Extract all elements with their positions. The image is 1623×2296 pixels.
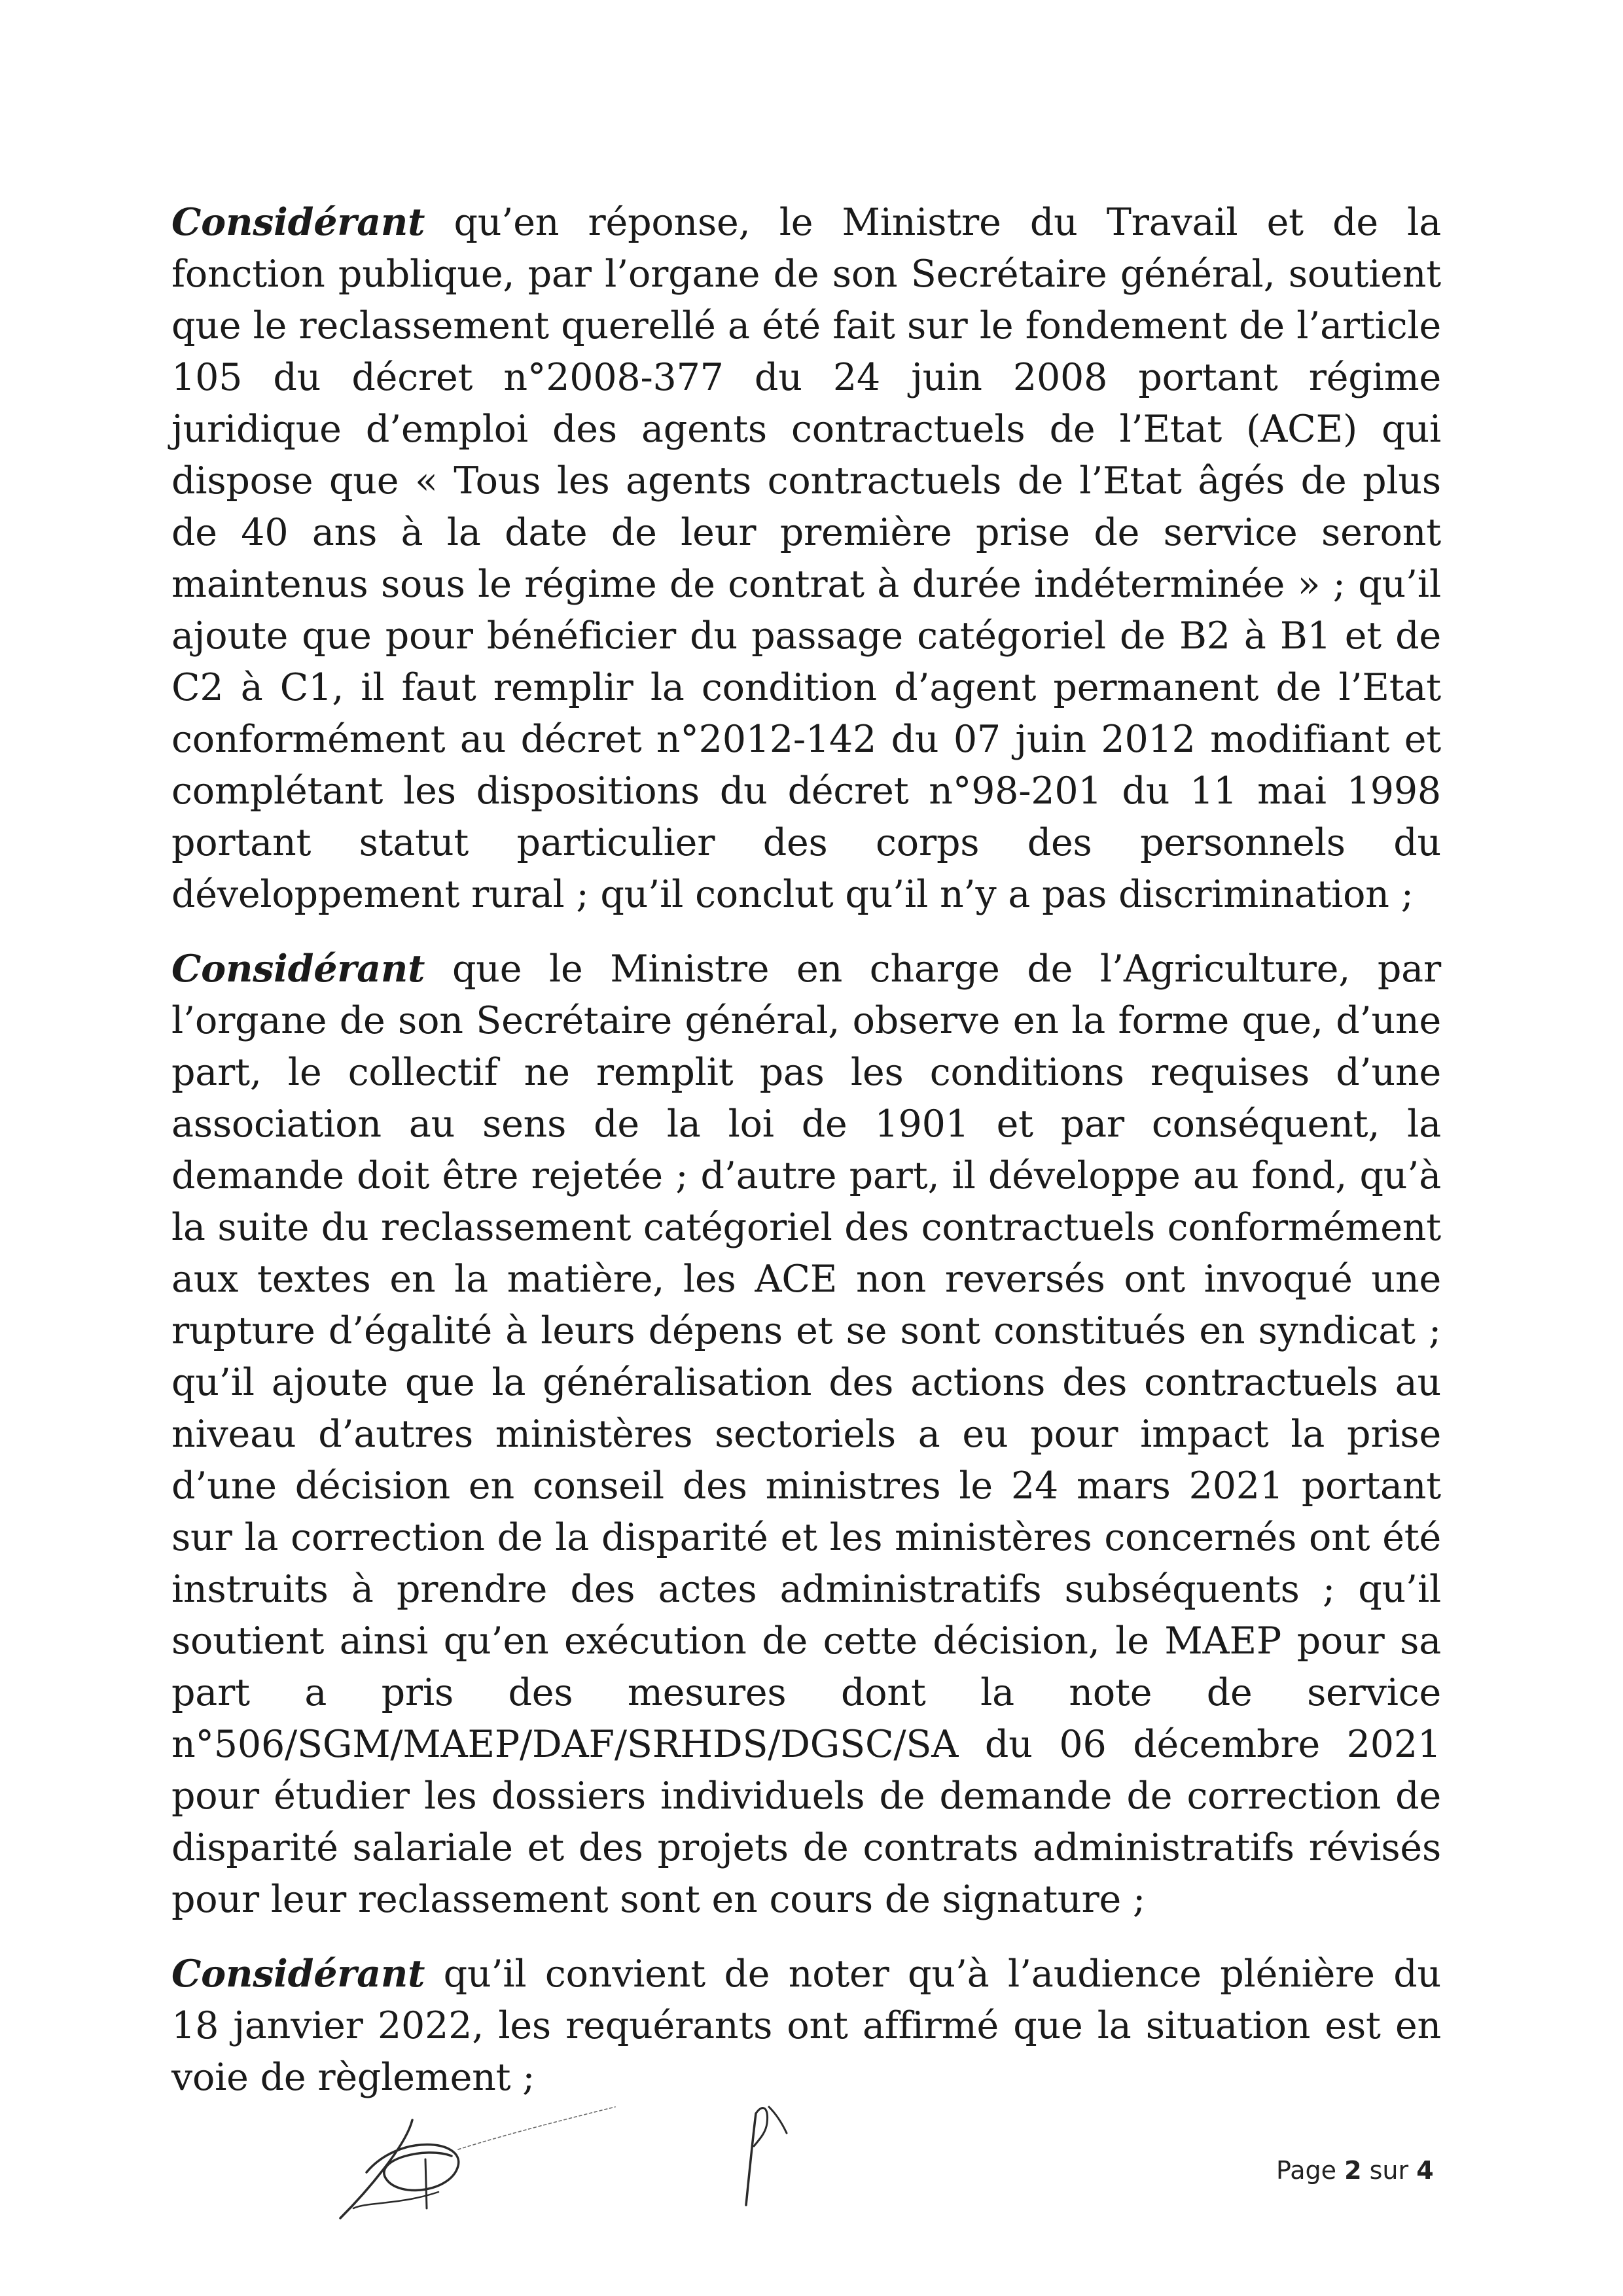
handwritten-signature-2 [726,2087,805,2218]
paragraph-2 [171,943,1441,1926]
total-pages: 4 [1416,2156,1434,2185]
paragraph-keyword: Considérant [171,200,425,244]
paragraph-text: qu’il convient de noter qu’à l’audience plénière du 18 janvier 2022, les requérants ont affirmé que la situation est en voie de règlement ; [171,1952,1441,2099]
current-page: 2 [1344,2156,1362,2185]
paragraph-keyword: Considérant [171,1952,425,1996]
page-separator: sur [1361,2156,1417,2185]
page-label: Page [1276,2156,1345,2185]
paragraph-text: que le Ministre en charge de l’Agriculture, par l’organe de son Secrétaire général, observe en la forme que, d’une part, le collectif ne remplit pas les conditions requises d’une association au sens de la loi de 1901 et par conséquent, la demande doit être rejetée ; d’autre part, il développe au fond, qu’à la suite du reclassement catégoriel des contractuels conformément aux textes en la matière, les ACE non reversés ont invoqué une rupture d’égalité à leurs dépens et se sont constitués en syndicat ; qu’il ajoute que la généralisation des actions des contractuels au niveau d’autres ministères sectoriels a eu pour impact la prise d’une décision en conseil des ministres le 24 mars 2021 portant sur la correction de la disparité et les ministères concernés ont été instruits à prendre des actes administratifs subséquents ; qu’il soutient ainsi qu’en exécution de cette décision, le MAEP pour sa part a pris des mesures dont la note de service n°506/SGM/MAEP/DAF/SRHDS/DGSC/SA du 06 décembre 2021 pour étudier les dossiers individuels de demande de correction de disparité salariale et des projets de contrats administratifs révisés pour leur reclassement sont en cours de signature ; [171,947,1441,1921]
paragraph-keyword: Considérant [171,947,425,991]
paragraph-text: qu’en réponse, le Ministre du Travail et de la fonction publique, par l’organe de son Secrétaire général, soutient que le reclassement querellé a été fait sur le fondement de l’article 105 du décret n°2008-377 du 24 juin 2008 portant régime juridique d’emploi des agents contractuels de l’Etat (ACE) qui dispose que « Tous les agents contractuels de l’Etat âgés de plus de 40 ans à la date de leur première prise de service seront maintenus sous le régime de contrat à durée indéterminée » ; qu’il ajoute que pour bénéficier du passage catégoriel de B2 à B1 et de C2 à C1, il faut remplir la condition d’agent permanent de l’Etat conformément au décret n°2012-142 du 07 juin 2012 modifiant et complétant les dispositions du décret n°98-201 du 11 mai 1998 portant statut particulier des corps des personnels du développement rural ; qu’il conclut qu’il n’y a pas discrimination ; [171,201,1441,916]
handwritten-signature-1 [327,2094,628,2225]
paragraph-1 [171,196,1441,921]
document-body [171,196,1441,2126]
page-number [1276,2156,1434,2185]
